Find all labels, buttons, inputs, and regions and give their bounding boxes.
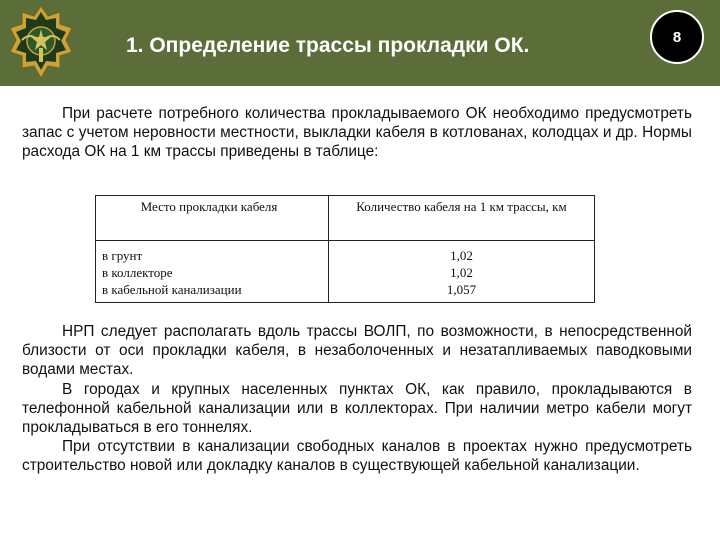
table-body-row — [96, 241, 595, 303]
table-cell: в коллекторе — [102, 265, 173, 280]
table-cell: 1,02 — [450, 248, 473, 263]
body-paragraph: НРП следует располагать вдоль трассы ВОЛП, по возможности, в непосредственной близости от оси прокладки кабеля, в незаболоченных и незатапливаемых паводковыми водами местах. — [22, 323, 692, 379]
military-emblem-icon — [8, 4, 74, 82]
page-number-badge — [650, 10, 704, 64]
quantity-column — [329, 241, 595, 303]
header-quantity: Количество кабеля на 1 км трассы, км — [329, 196, 595, 241]
table-header-row — [96, 196, 595, 241]
body-paragraph: При отсутствии в канализации свободных каналов в проектах нужно предусмотреть строительство новой или докладку каналов в существующей кабельной канализации. — [22, 438, 692, 475]
body-section — [22, 322, 692, 476]
table-cell: 1,057 — [446, 282, 477, 297]
header-place: Место прокладки кабеля — [96, 196, 329, 241]
intro-section — [22, 104, 692, 161]
page-title: 1. Определение трассы прокладки ОК. — [126, 34, 530, 57]
place-column — [96, 241, 329, 303]
table-cell: в кабельной канализации — [102, 282, 242, 297]
table-cell: 1,02 — [450, 265, 473, 280]
intro-paragraph: При расчете потребного количества прокладываемого ОК необходимо предусмотреть запас с учетом неровности местности, выкладки кабеля в котлованах, колодцах и др. Нормы расхода ОК на 1 км трассы приведены в таблице: — [22, 105, 692, 160]
cable-norms-table — [95, 195, 595, 303]
body-paragraph: В городах и крупных населенных пунктах ОК, как правило, прокладываются в телефонной кабельной канализации или в коллекторах. При наличии метро кабели могут прокладываться в его тоннелях. — [22, 380, 692, 437]
table-cell: в грунт — [102, 248, 143, 263]
header-bar — [0, 0, 720, 86]
page-number: 8 — [672, 28, 682, 46]
